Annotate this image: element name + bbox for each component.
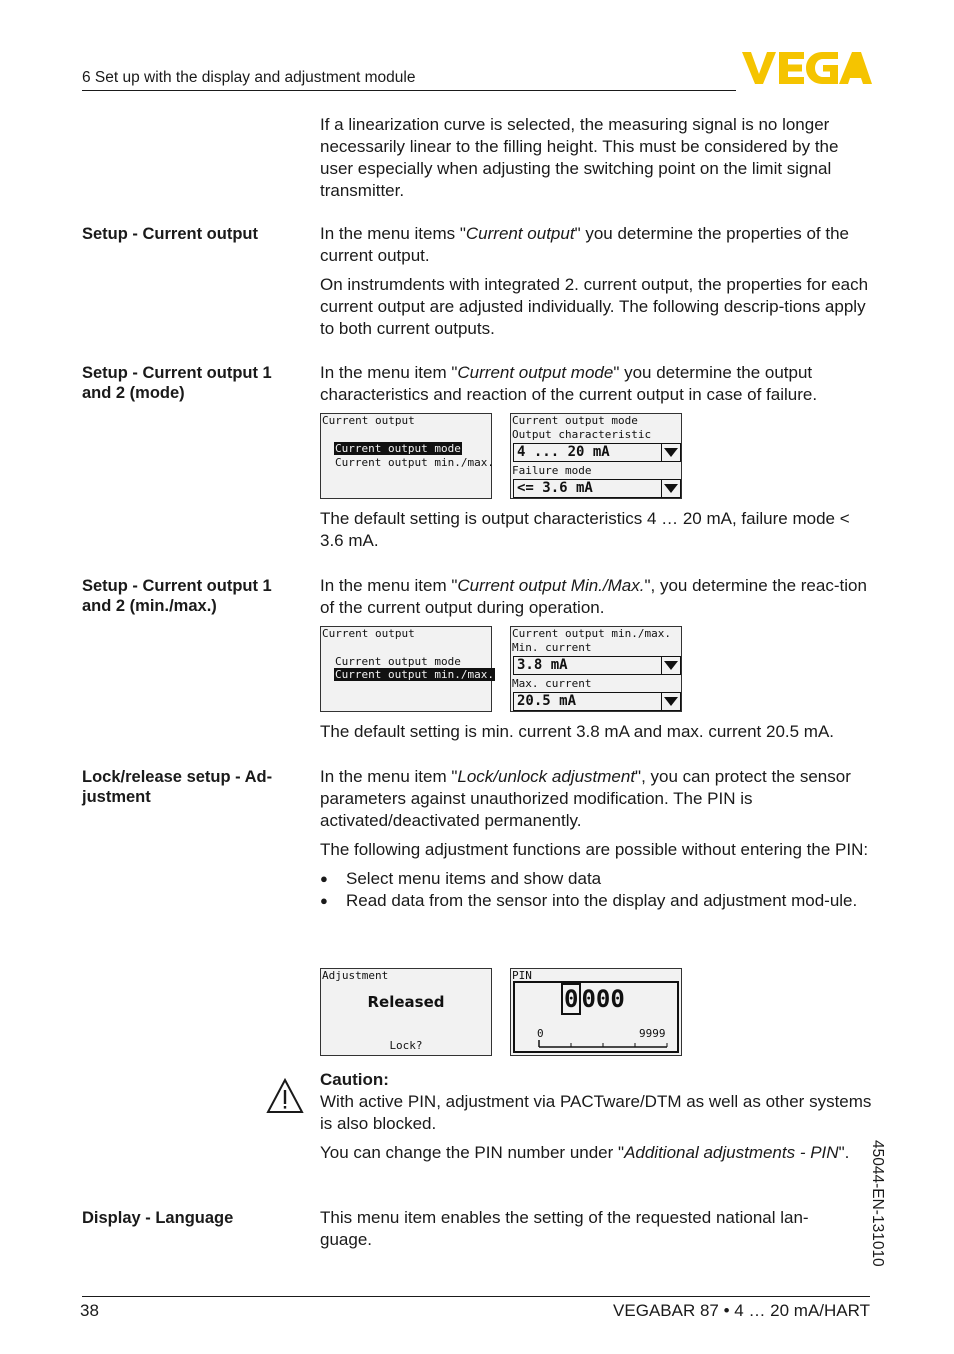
label-mode: Setup - Current output 1 and 2 (mode) (82, 364, 272, 402)
lcd-field-label: Failure mode (512, 464, 592, 477)
lcd-dropdown: 3.8 mA (513, 656, 681, 675)
lcd-state: Released (367, 993, 445, 1011)
document-code: 45044-EN-131010 (869, 1140, 886, 1267)
lock-bullet-list (320, 868, 872, 912)
label-lock: Lock/release setup - Ad-justment (82, 768, 273, 806)
language-text: This menu item enables the setting of the requested national lan-guage. (320, 1208, 809, 1249)
caution-block (320, 1069, 872, 1164)
lcd-selected-item: Current output min./max. (335, 668, 494, 681)
dropdown-arrow-icon (661, 657, 680, 674)
mode-default: The default setting is output characteristics 4 … 20 mA, failure mode < 3.6 mA. (320, 509, 850, 550)
lcd-pin (510, 968, 682, 1056)
lcd-field-label: Output characteristic (512, 428, 652, 441)
pin-scale (537, 1039, 671, 1049)
pin-scale-min: 0 (537, 1027, 544, 1040)
list-item: ● Select menu items and show data (320, 868, 872, 890)
lcd-title: Current output (322, 627, 415, 640)
lcd-current-output-mode (510, 413, 682, 499)
lcd-dropdown: 20.5 mA (513, 692, 681, 711)
pin-scale-max: 9999 (639, 1027, 666, 1040)
current-output-p1: In the menu items "Current output" you determine the properties of the current output. (320, 224, 849, 265)
intro-paragraph: If a linearization curve is selected, the measuring signal is no longer necessarily linear to the filling height. This must be considered by the user especially when adjusting the switching point on the limit signal transmitter. (320, 115, 839, 200)
dropdown-arrow-icon (661, 480, 680, 497)
lock-text: In the menu item "Lock/unlock adjustment", you can protect the sensor parameters against unauthorized modification. The PIN is activated/deactivated permanently. The following adjustment functions are possible without entering the PIN: ● Select menu items and show data ● Read data from the sensor into the display and adjustment mod-ule. (320, 766, 872, 912)
lcd-title: PIN (512, 969, 532, 982)
lcd-prompt: Lock? (389, 1039, 423, 1052)
lcd-adjustment (320, 968, 492, 1056)
caution-title: Caution: (320, 1070, 389, 1089)
mode-text: In the menu item "Current output mode" you determine the output characteristics and reaction of the current output in case of failure. (320, 363, 818, 404)
vega-logo (742, 52, 872, 84)
lcd-menu-item: Current output min./max. (335, 456, 494, 469)
dropdown-arrow-icon (661, 444, 680, 461)
current-output-p2: On instrumdents with integrated 2. current output, the properties for each current output are adjusted individually. The following descrip-tions apply to both current outputs. (320, 275, 869, 338)
lcd-title: Adjustment (322, 969, 389, 982)
current-output-text (320, 223, 872, 340)
lcd-title: Current output (322, 414, 415, 427)
warning-triangle-icon (266, 1078, 304, 1114)
lcd-field-label: Min. current (512, 641, 592, 654)
minmax-default: The default setting is min. current 3.8 mA and max. current 20.5 mA. (320, 722, 835, 741)
label-minmax: Setup - Current output 1 and 2 (min./max.) (82, 577, 272, 615)
label-current-output: Setup - Current output (82, 225, 258, 243)
footer-rule (82, 1296, 870, 1297)
lcd-current-output-menu-2 (320, 626, 492, 712)
label-language: Display - Language (82, 1209, 234, 1227)
dropdown-arrow-icon (661, 693, 680, 710)
lcd-selected-item: Current output mode (335, 442, 461, 455)
lcd-dropdown: <= 3.6 mA (513, 479, 681, 498)
lcd-current-output-menu-1 (320, 413, 492, 499)
lcd-title: Current output min./max. (512, 627, 671, 640)
lcd-menu-item: Current output mode (335, 655, 461, 668)
header-rule (82, 90, 736, 91)
running-header: 6 Set up with the display and adjustment module (82, 69, 416, 86)
footer-title: VEGABAR 87 • 4 … 20 mA/HART (613, 1301, 870, 1320)
minmax-text: In the menu item "Current output Min./Max.", you determine the reac-tion of the current output during operation. (320, 576, 867, 617)
caution-text: With active PIN, adjustment via PACTware/DTM as well as other systems is also blocked. (320, 1092, 872, 1133)
lcd-current-output-minmax (510, 626, 682, 712)
lcd-dropdown: 4 ... 20 mA (513, 443, 681, 462)
page-number: 38 (80, 1301, 99, 1320)
list-item: ● Read data from the sensor into the display and adjustment mod-ule. (320, 890, 872, 912)
pin-digits: 0 000 (561, 985, 625, 1013)
pin-cursor-digit: 0 (561, 983, 581, 1015)
lcd-title: Current output mode (512, 414, 638, 427)
lcd-field-label: Max. current (512, 677, 592, 690)
pin-change-note: You can change the PIN number under "Additional adjustments - PIN". (320, 1143, 850, 1162)
